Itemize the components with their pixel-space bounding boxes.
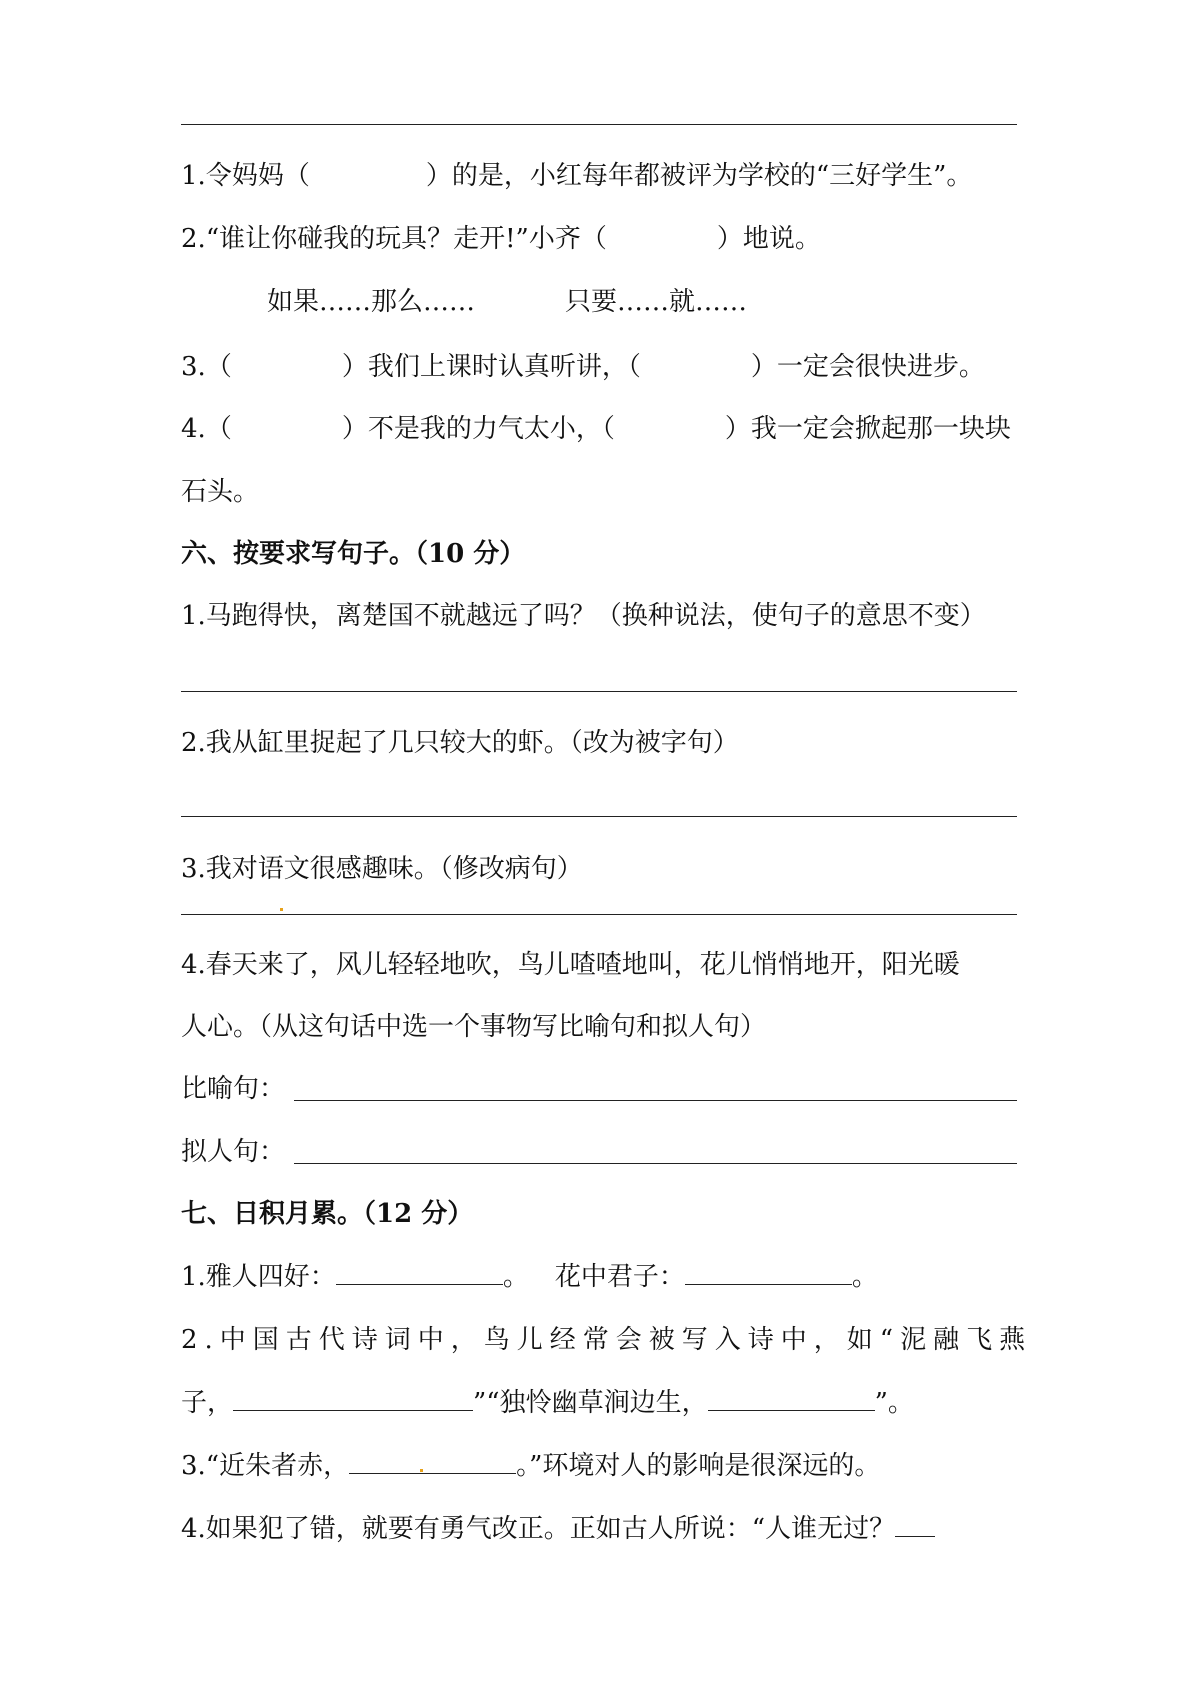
question-7-2-line2: 子， ”“独怜幽草涧边生， ”。: [181, 1388, 914, 1418]
ink-speck: [280, 908, 283, 911]
answer-blank[interactable]: [708, 1388, 875, 1411]
ink-speck: [420, 1469, 423, 1472]
question-6-4-line2: 人心。（从这句话中选一个事物写比喻句和拟人句）: [181, 1012, 767, 1042]
question-6-2: 2.我从缸里捉起了几只较大的虾。（改为被字句）: [181, 728, 739, 758]
personification-label: 拟人句：: [181, 1137, 286, 1167]
answer-blank[interactable]: [349, 1451, 516, 1474]
question-7-2-line1: 2.中国古代诗词中，鸟儿经常会被写入诗中，如“泥融飞燕: [181, 1325, 1033, 1355]
answer-line-6-1[interactable]: [181, 691, 1017, 692]
option-right: 只要……就……: [565, 287, 748, 317]
question-5-3: 3.（ ）我们上课时认真听讲，（ ）一定会很快进步。: [181, 352, 985, 382]
answer-blank[interactable]: [685, 1262, 852, 1285]
answer-line-6-3[interactable]: [181, 914, 1017, 915]
simile-answer-line[interactable]: [294, 1100, 1017, 1101]
header-rule: [181, 124, 1017, 125]
question-7-1: 1.雅人四好： 。 花中君子： 。: [181, 1262, 878, 1292]
question-6-1: 1.马跑得快，离楚国不就越远了吗？（换种说法，使句子的意思不变）: [181, 601, 986, 631]
question-5-2: 2.“谁让你碰我的玩具？走开!”小齐（ ）地说。: [181, 224, 821, 254]
answer-blank[interactable]: [233, 1388, 473, 1411]
question-7-4: 4.如果犯了错，就要有勇气改正。正如古人所说：“人谁无过？: [181, 1512, 1017, 1546]
section-6-heading: 六、按要求写句子。（10 分）: [181, 539, 526, 569]
question-5-1: 1.令妈妈（ ）的是，小红每年都被评为学校的“三好学生”。: [181, 161, 973, 191]
personification-answer-line[interactable]: [294, 1163, 1017, 1164]
question-6-4-line1: 4.春天来了，风儿轻轻地吹，鸟儿喳喳地叫，花儿悄悄地开，阳光暖: [181, 950, 960, 980]
answer-blank[interactable]: [895, 1514, 935, 1537]
answer-line-6-2[interactable]: [181, 816, 1017, 817]
question-5-4-continued: 石头。: [181, 477, 260, 507]
question-5-4: 4.（ ）不是我的力气太小，（ ）我一定会掀起那一块块: [181, 414, 1011, 444]
question-7-3: 3.“近朱者赤， 。”环境对人的影响是很深远的。: [181, 1451, 881, 1481]
section-7-heading: 七、日积月累。（12 分）: [181, 1199, 474, 1229]
answer-blank[interactable]: [336, 1262, 503, 1285]
question-6-3: 3.我对语文很感趣味。（修改病句）: [181, 854, 583, 884]
option-left: 如果……那么……: [267, 287, 476, 317]
simile-label: 比喻句：: [181, 1074, 286, 1104]
